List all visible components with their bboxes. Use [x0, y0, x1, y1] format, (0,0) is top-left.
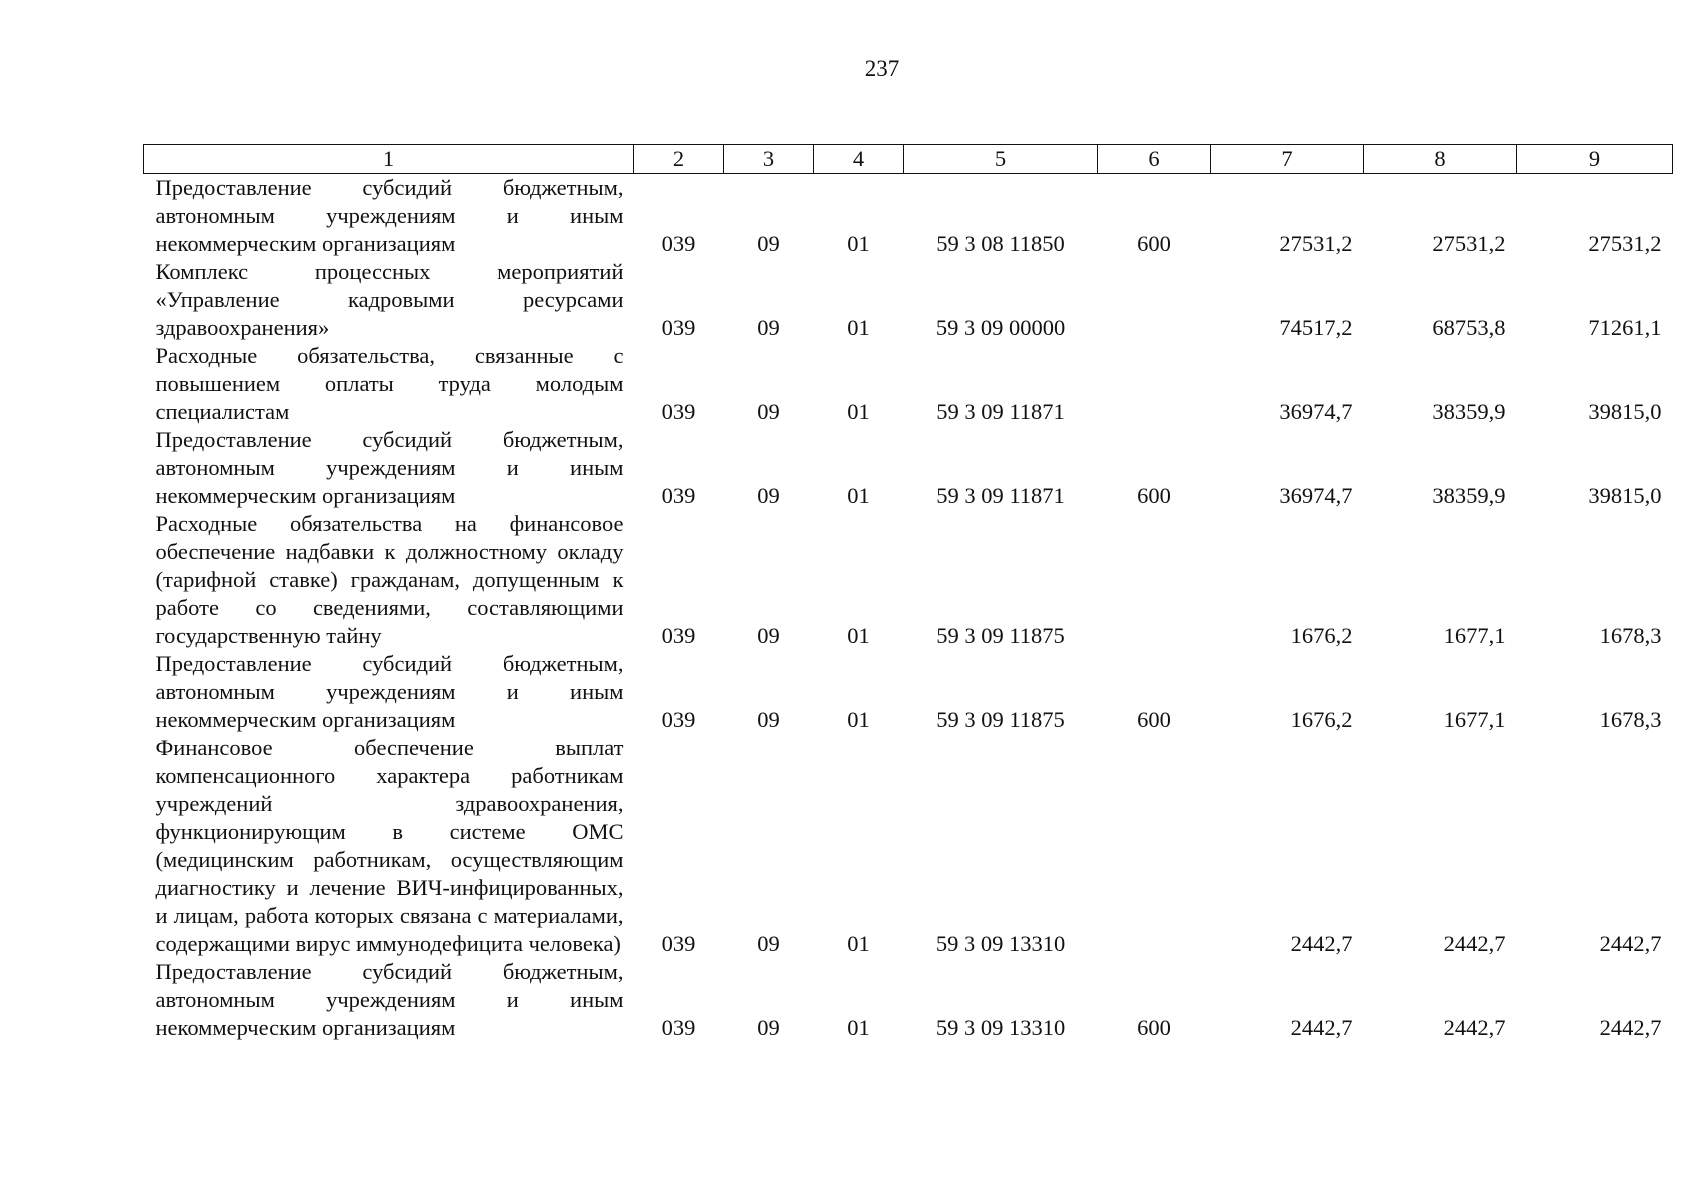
- amount-year-2: 1677,1: [1443, 623, 1506, 648]
- amount-year-2: 1677,1: [1443, 707, 1506, 732]
- amount-year-3: 71261,1: [1588, 315, 1662, 340]
- grbs-code: 039: [661, 399, 696, 424]
- page-number: 237: [864, 56, 900, 81]
- item-name: Предоставление субсидий бюджетным, автономным учреждениям и иным некоммерческим организациям: [155, 959, 624, 1040]
- amount-year-3: 2442,7: [1599, 931, 1662, 956]
- column-header: 9: [1517, 145, 1673, 174]
- amount-year-1: 36974,7: [1279, 483, 1353, 508]
- subsection-code: 01: [847, 707, 870, 732]
- column-header: 4: [814, 145, 904, 174]
- target-article-code: 59 3 09 00000: [935, 315, 1066, 340]
- column-header: 2: [634, 145, 724, 174]
- expense-type-code: 600: [1137, 483, 1171, 508]
- expense-type-code: 600: [1137, 231, 1171, 256]
- section-code: 09: [757, 623, 780, 648]
- section-code: 09: [757, 483, 780, 508]
- budget-table: [143, 144, 1673, 1042]
- item-name: Расходные обязательства на финансовое обеспечение надбавки к должностному окладу (тарифной ставке) гражданам, допущенным к работе со сведениями, составляющими государственную тайну: [155, 511, 624, 648]
- amount-year-1: 74517,2: [1279, 315, 1353, 340]
- table-row: [144, 258, 1673, 342]
- table-body: [144, 174, 1673, 1043]
- item-name: Комплекс процессных мероприятий «Управление кадровыми ресурсами здравоохранения»: [155, 259, 624, 340]
- subsection-code: 01: [847, 931, 870, 956]
- section-code: 09: [757, 231, 780, 256]
- subsection-code: 01: [847, 1015, 870, 1040]
- amount-year-3: 2442,7: [1599, 1015, 1662, 1040]
- amount-year-1: 36974,7: [1279, 399, 1353, 424]
- subsection-code: 01: [847, 399, 870, 424]
- amount-year-1: 2442,7: [1290, 1015, 1353, 1040]
- item-name: Финансовое обеспечение выплат компенсационного характера работникам учреждений здравоохранения, функционирующим в системе ОМС (медицинским работникам, осуществляющим диагностику и лечение ВИЧ-инфицированных, и лицам, работа которых связана с материалами, содержащими вирус иммунодефицита человека): [155, 735, 624, 956]
- amount-year-1: 1676,2: [1290, 623, 1353, 648]
- target-article-code: 59 3 09 11871: [936, 483, 1065, 508]
- amount-year-3: 27531,2: [1588, 231, 1662, 256]
- expense-type-code: 600: [1137, 707, 1171, 732]
- item-name: Предоставление субсидий бюджетным, автономным учреждениям и иным некоммерческим организациям: [155, 175, 624, 256]
- table-row: [144, 650, 1673, 734]
- expense-type-code: [1098, 510, 1211, 650]
- section-code: 09: [757, 399, 780, 424]
- expense-type-code: [1098, 258, 1211, 342]
- column-number-row: [144, 145, 1673, 174]
- target-article-code: 59 3 09 11871: [936, 399, 1065, 424]
- amount-year-2: 27531,2: [1432, 231, 1506, 256]
- amount-year-2: 68753,8: [1432, 315, 1506, 340]
- amount-year-3: 39815,0: [1588, 483, 1662, 508]
- amount-year-2: 2442,7: [1443, 931, 1506, 956]
- table-row: [144, 342, 1673, 426]
- grbs-code: 039: [661, 483, 696, 508]
- section-code: 09: [757, 707, 780, 732]
- expense-type-code: [1098, 342, 1211, 426]
- table-row: [144, 510, 1673, 650]
- grbs-code: 039: [661, 231, 696, 256]
- grbs-code: 039: [661, 1015, 696, 1040]
- subsection-code: 01: [847, 623, 870, 648]
- target-article-code: 59 3 09 13310: [935, 1015, 1066, 1040]
- section-code: 09: [757, 315, 780, 340]
- amount-year-1: 1676,2: [1290, 707, 1353, 732]
- amount-year-1: 27531,2: [1279, 231, 1353, 256]
- column-header: 1: [144, 145, 634, 174]
- table-row: [144, 426, 1673, 510]
- column-header: 8: [1364, 145, 1517, 174]
- subsection-code: 01: [847, 231, 870, 256]
- target-article-code: 59 3 09 11875: [936, 707, 1065, 732]
- amount-year-2: 38359,9: [1432, 483, 1506, 508]
- grbs-code: 039: [661, 315, 696, 340]
- expense-type-code: 600: [1137, 1015, 1171, 1040]
- section-code: 09: [757, 931, 780, 956]
- column-header: 3: [724, 145, 814, 174]
- subsection-code: 01: [847, 315, 870, 340]
- item-name: Расходные обязательства, связанные с повышением оплаты труда молодым специалистам: [155, 343, 624, 424]
- table-row: [144, 958, 1673, 1042]
- target-article-code: 59 3 09 11875: [936, 623, 1065, 648]
- item-name: Предоставление субсидий бюджетным, автономным учреждениям и иным некоммерческим организациям: [155, 427, 624, 508]
- grbs-code: 039: [661, 931, 696, 956]
- amount-year-3: 1678,3: [1599, 623, 1662, 648]
- amount-year-2: 38359,9: [1432, 399, 1506, 424]
- item-name: Предоставление субсидий бюджетным, автономным учреждениям и иным некоммерческим организациям: [155, 651, 624, 732]
- target-article-code: 59 3 09 13310: [935, 931, 1066, 956]
- column-header: 6: [1098, 145, 1211, 174]
- amount-year-3: 1678,3: [1599, 707, 1662, 732]
- table-row: [144, 174, 1673, 259]
- table-row: [144, 734, 1673, 958]
- column-header: 7: [1211, 145, 1364, 174]
- expense-type-code: [1098, 734, 1211, 958]
- grbs-code: 039: [661, 623, 696, 648]
- amount-year-3: 39815,0: [1588, 399, 1662, 424]
- amount-year-2: 2442,7: [1443, 1015, 1506, 1040]
- table-header: [144, 145, 1673, 174]
- subsection-code: 01: [847, 483, 870, 508]
- target-article-code: 59 3 08 11850: [936, 231, 1065, 256]
- amount-year-1: 2442,7: [1290, 931, 1353, 956]
- section-code: 09: [757, 1015, 780, 1040]
- column-header: 5: [904, 145, 1098, 174]
- grbs-code: 039: [661, 707, 696, 732]
